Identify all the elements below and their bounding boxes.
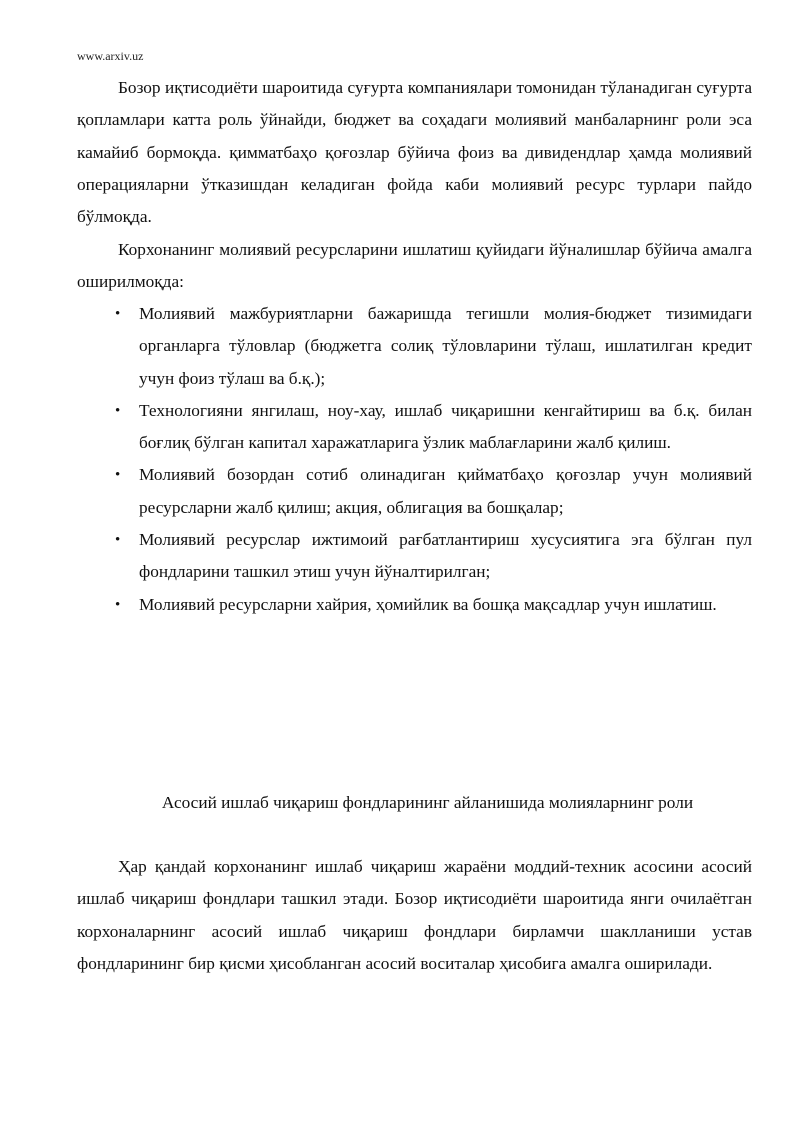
- bullet-icon: •: [115, 596, 121, 613]
- paragraph-fixed-assets: Ҳар қандай корхонанинг ишлаб чиқариш жараёни моддий-техник асосини асосий ишлаб чиқариш фондлари ташкил этади. Бозор иқтисодиёти шароитида янги очилаётган корхоналарнинг асосий ишлаб чиқариш фондлари бирламчи шаклланиши устав фондларининг бир қисми ҳисобланган асосий воситалар ҳисобига амалга оширилади.: [77, 857, 752, 973]
- list-item: [77, 459, 752, 524]
- list-item-text: Молиявий ресурслар ижтимоий рағбатлантириш хусусиятига эга бўлган пул фондларини ташкил этиш учун йўналтирилган;: [139, 530, 752, 582]
- section-heading: Асосий ишлаб чиқариш фондларининг айланишида молияларнинг роли: [161, 793, 694, 812]
- list-item-text: Технологияни янгилаш, ноу-хау, ишлаб чиқаришни кенгайтириш ва б.қ. билан боғлиқ бўлган капитал харажатларига ўзлик маблағларини жалб қилиш.: [139, 400, 752, 453]
- bullet-icon: •: [115, 467, 121, 484]
- directions-list: [77, 298, 752, 621]
- list-item: [77, 589, 752, 621]
- bullet-icon: •: [115, 306, 121, 322]
- bullet-icon: •: [115, 402, 121, 419]
- paragraph-directions: Корхонанинг молиявий ресурсларини ишлатиш қуйидаги йўналишлар бўйича амалга оширилмоқда:: [77, 240, 752, 292]
- list-item: [77, 524, 752, 589]
- list-item: [77, 298, 752, 395]
- list-item: [77, 395, 752, 460]
- bullet-icon: •: [115, 532, 121, 549]
- list-item-text: Молиявий мажбуриятларни бажаришда тегишли молия-бюджет тизимидаги органларга тўловлар (бюджетга солиқ тўловларини тўлаш, ишлатилган кредит учун фоиз тўлаш ва б.қ.);: [139, 304, 752, 388]
- paragraph-intro: Бозор иқтисодиёти шароитида суғурта компаниялари томонидан тўланадиган суғурта қопламлари катта роль ўйнайди, бюджет ва соҳадаги молиявий манбаларнинг роли эса камайиб бормоқда. қимматбаҳо қоғозлар бўйича фоиз ва дивидендлар ҳамда молиявий операцияларни ўтказишдан келадиган фойда каби молиявий ресурс турлари пайдо бўлмоқда.: [77, 78, 752, 227]
- list-item-text: Молиявий бозордан сотиб олинадиган қийматбаҳо қоғозлар учун молиявий ресурсларни жалб қилиш; акция, облигация ва бошқалар;: [139, 465, 752, 517]
- list-item-text: Молиявий ресурсларни хайрия, ҳомийлик ва бошқа мақсадлар учун ишлатиш.: [139, 594, 717, 614]
- site-url: www.arxiv.uz: [77, 49, 144, 63]
